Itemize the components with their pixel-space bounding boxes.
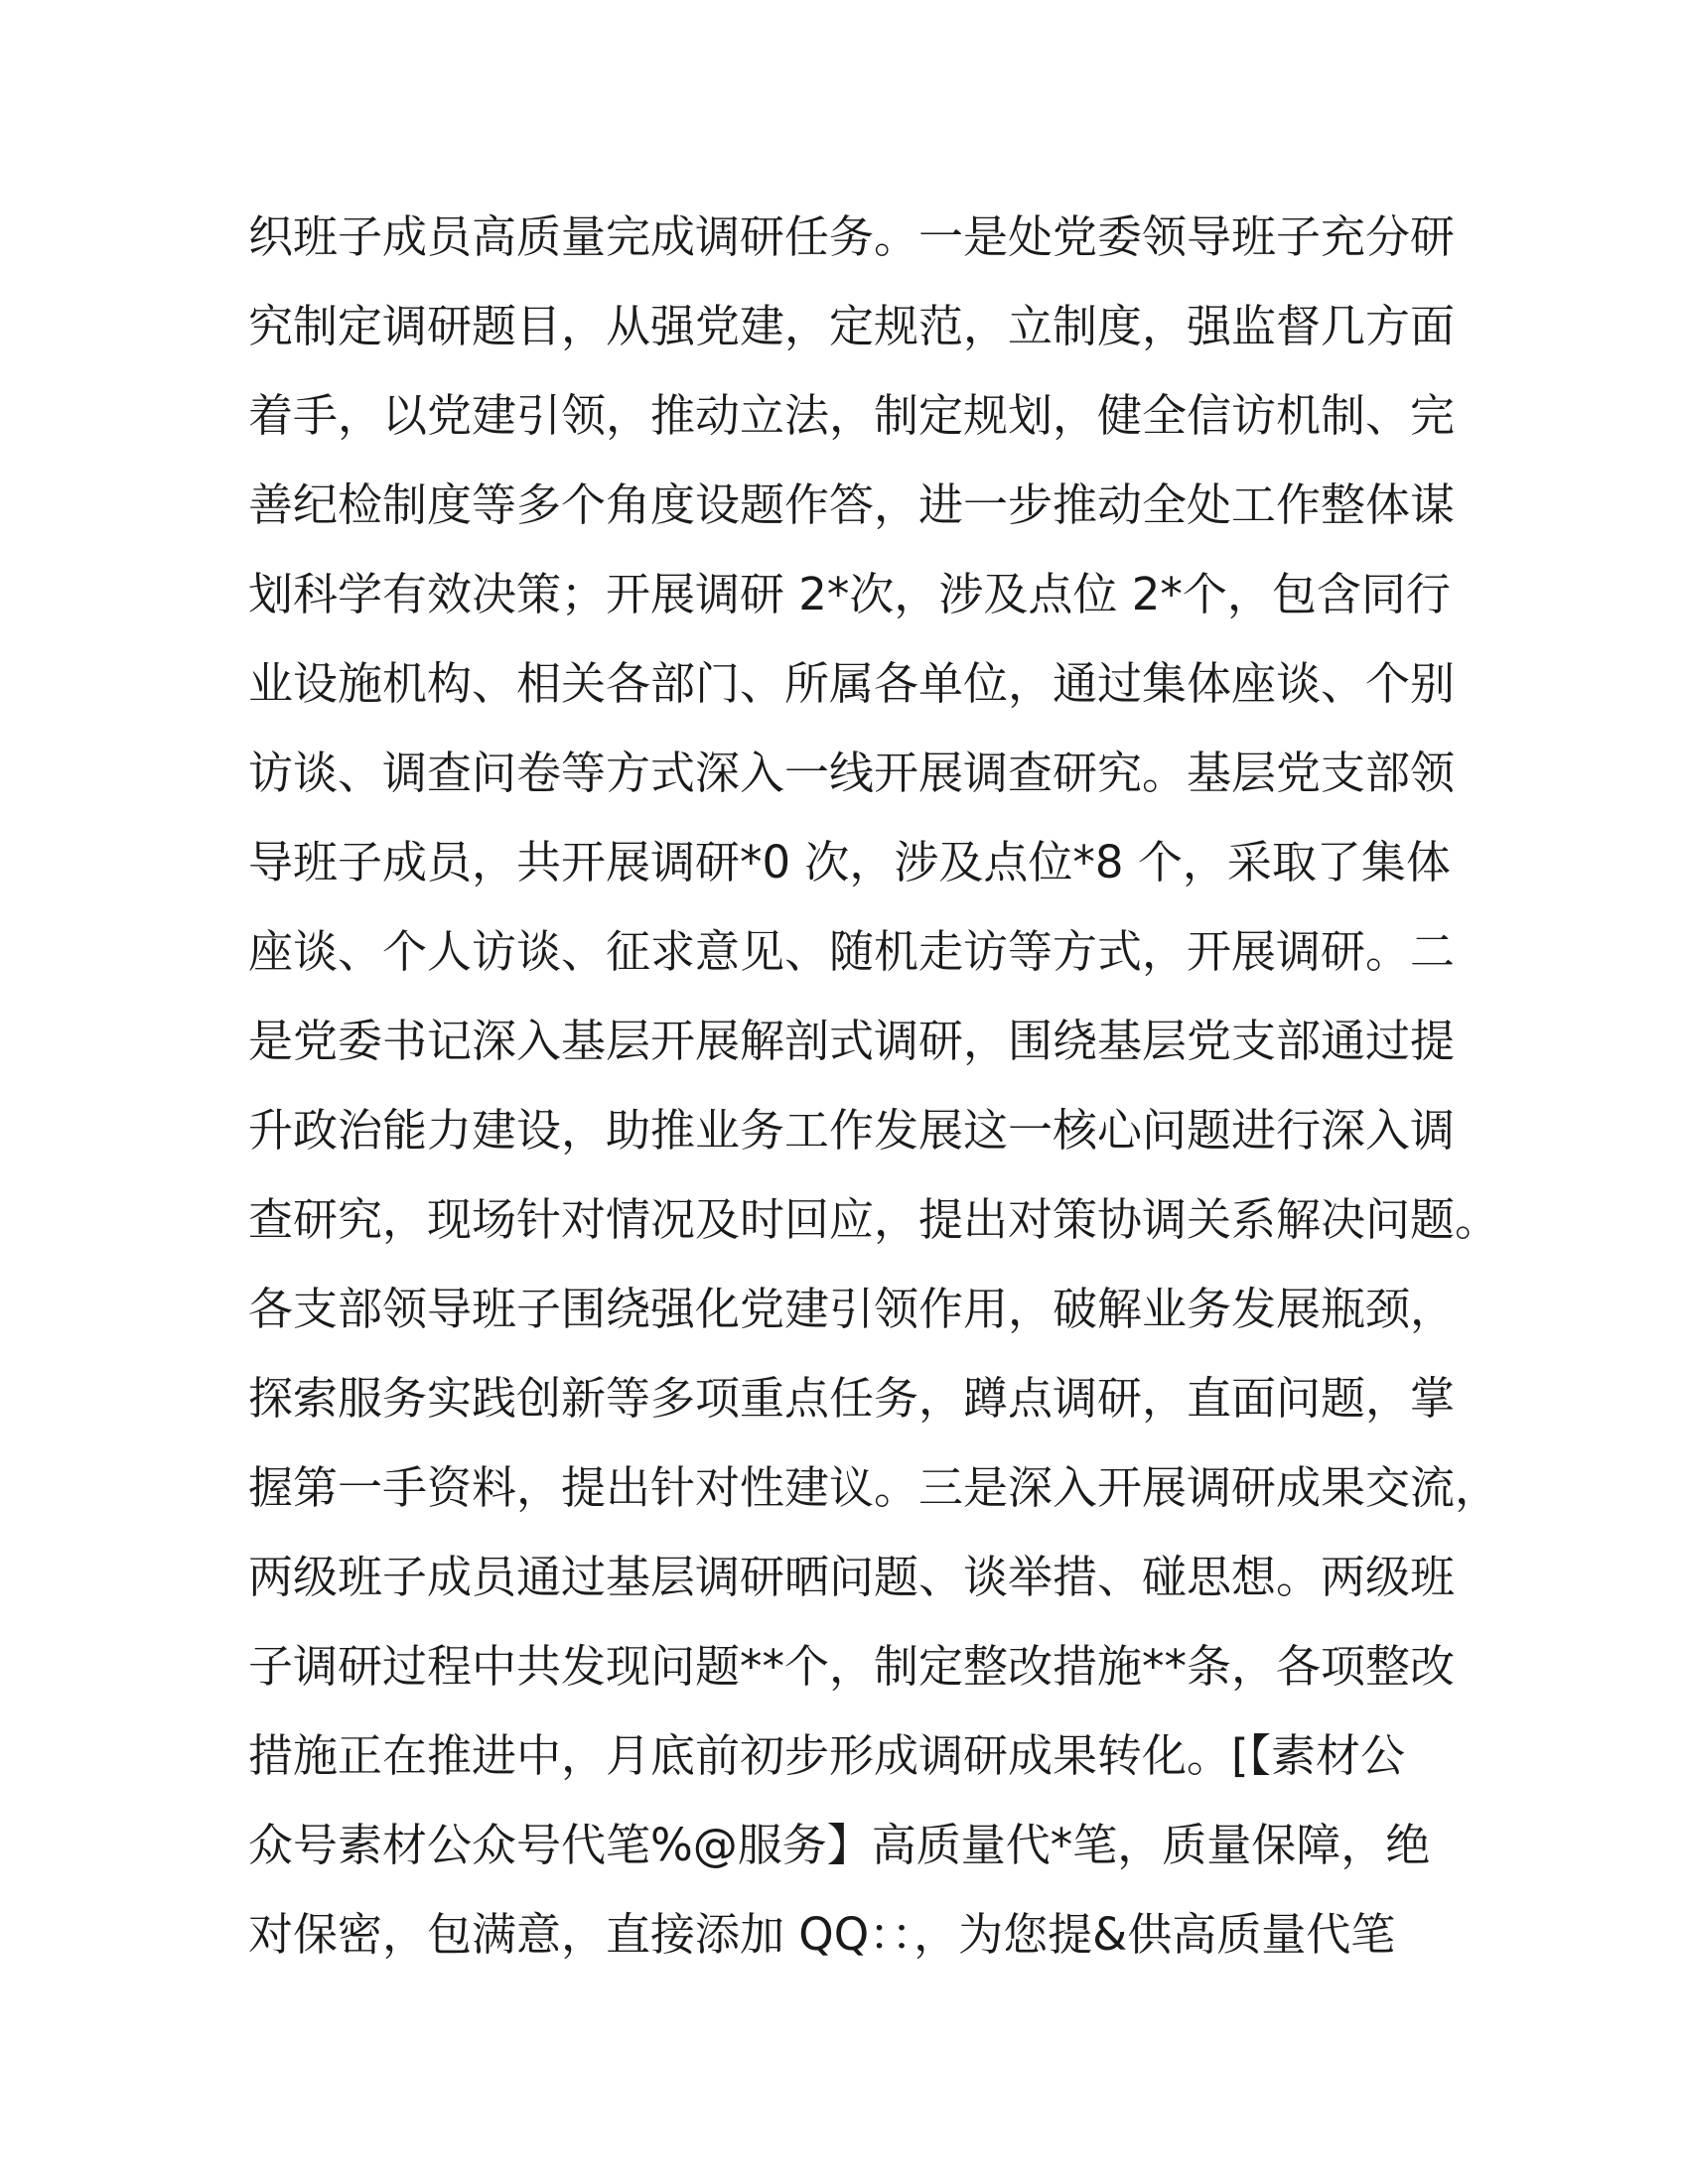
text-line: 业设施机构、相关各部门、所属各单位，通过集体座谈、个别 <box>248 657 1456 710</box>
text-line: 访谈、调查问卷等方式深入一线开展调查研究。基层党支部领 <box>248 747 1456 799</box>
text-line: 对保密，包满意，直接添加 QQ：：，为您提&供高质量代笔 <box>248 1908 1396 1961</box>
body-paragraph <box>248 193 1500 1979</box>
text-line: 究制定调研题目，从强党建，定规范，立制度，强监督几方面 <box>248 300 1456 352</box>
text-line: 措施正在推进中，月底前初步形成调研成果转化。[【素材公 <box>248 1729 1406 1782</box>
text-line: 座谈、个人访谈、征求意见、随机走访等方式，开展调研。二 <box>248 925 1456 978</box>
text-line: 升政治能力建设，助推业务工作发展这一核心问题进行深入调 <box>248 1104 1456 1157</box>
text-line: 织班子成员高质量完成调研任务。一是处党委领导班子充分研 <box>248 210 1456 263</box>
text-line: 善纪检制度等多个角度设题作答，进一步推动全处工作整体谋 <box>248 478 1456 531</box>
text-line: 着手，以党建引领，推动立法，制定规划，健全信访机制、完 <box>248 389 1456 442</box>
text-line: 子调研过程中共发现问题**个，制定整改措施**条，各项整改 <box>248 1640 1456 1693</box>
text-line: 握第一手资料，提出针对性建议。三是深入开展调研成果交流， <box>248 1461 1500 1514</box>
text-line: 两级班子成员通过基层调研晒问题、谈举措、碰思想。两级班 <box>248 1551 1456 1603</box>
text-line: 查研究，现场针对情况及时回应，提出对策协调关系解决问题。 <box>248 1193 1500 1246</box>
text-line: 是党委书记深入基层开展解剖式调研，围绕基层党支部通过提 <box>248 1015 1456 1067</box>
text-line: 划科学有效决策；开展调研 2*次，涉及点位 2*个，包含同行 <box>248 568 1451 620</box>
text-line: 导班子成员，共开展调研*0 次，涉及点位*8 个，采取了集体 <box>248 836 1451 888</box>
text-line: 众号素材公众号代笔%@服务】高质量代*笔，质量保障，绝 <box>248 1819 1431 1871</box>
text-line: 探索服务实践创新等多项重点任务，蹲点调研，直面问题，掌 <box>248 1372 1456 1425</box>
text-line: 各支部领导班子围绕强化党建引领作用，破解业务发展瓶颈， <box>248 1283 1456 1335</box>
